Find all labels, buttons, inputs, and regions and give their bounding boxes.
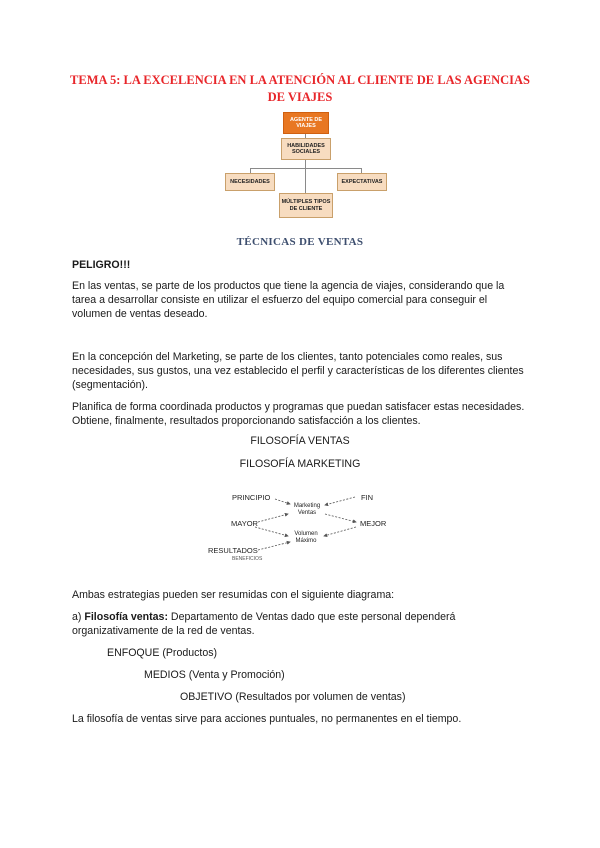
diagram-mejor: MEJOR: [360, 519, 387, 528]
org-node-expectativas: EXPECTATIVAS: [337, 173, 387, 191]
diagram-resultados: RESULTADOS: [208, 546, 258, 555]
diagram-principio: PRINCIPIO: [232, 493, 271, 502]
org-connector: [305, 160, 306, 168]
org-chart: [0, 0, 600, 230]
peligro-label: PELIGRO!!!: [72, 259, 131, 271]
paragraph-filosofia-ventas: [72, 610, 530, 638]
flow-enfoque: ENFOQUE (Productos): [107, 647, 218, 659]
org-node-necesidades: NECESIDADES: [225, 173, 275, 191]
org-connector: [250, 168, 362, 169]
list-marker: a): [72, 611, 85, 623]
diagram-beneficios: BENEFICIOS: [232, 556, 263, 562]
paragraph-planifica: Planifica de forma coordinada productos y programas que puedan satisfacer estas necesidades. Obtiene, finalmente, resultados proporcionando satisfacción a los clientes.: [72, 401, 525, 427]
philosophy-diagram: [0, 480, 600, 570]
org-node-habilidades: HABILIDADES SOCIALES: [281, 138, 331, 160]
diagram-fin: FIN: [361, 493, 374, 502]
document-title: TEMA 5: LA EXCELENCIA EN LA ATENCIÓN AL CLIENTE DE LAS AGENCIAS DE VIAJES: [70, 73, 530, 104]
heading-filosofia-ventas: FILOSOFÍA VENTAS: [250, 435, 350, 447]
arrow-mayor-volumen: [255, 527, 288, 536]
arrow-mayor: [258, 514, 288, 522]
arrow-fin: [325, 497, 355, 505]
paragraph-ventas: En las ventas, se parte de los productos que tiene la agencia de viajes, considerando que la tarea a desarrollar consiste en utilizar el esfuerzo del equipo comercial para conseguir el volumen de ventas deseado.: [72, 280, 505, 320]
arrow-mejor: [325, 514, 356, 522]
diagram-mayor: MAYOR: [231, 519, 258, 528]
section-subtitle: TÉCNICAS DE VENTAS: [236, 236, 364, 248]
org-node-multiples: MÚLTIPLES TIPOS DE CLIENTE: [279, 193, 333, 218]
diagram-arrows: [0, 480, 600, 570]
org-node-agente: AGENTE DE VIAJES: [283, 112, 329, 134]
paragraph-ambas: Ambas estrategias pueden ser resumidas con el siguiente diagrama:: [72, 589, 395, 601]
flow-medios: MEDIOS (Venta y Promoción): [144, 669, 285, 681]
heading-filosofia-marketing: FILOSOFÍA MARKETING: [239, 458, 361, 470]
paragraph-marketing: En la concepción del Marketing, se parte de los clientes, tanto potenciales como reales, sus necesidades, sus gustos, una vez establecido el perfil y características de los diferentes clientes (segmentación).: [72, 351, 524, 391]
definition-text: Departamento de Ventas dado que este personal dependerá organizativamente de la red de ventas.: [72, 611, 456, 637]
org-connector: [305, 168, 306, 193]
diagram-volumen-maximo: Volumen Máximo: [294, 531, 318, 544]
term-filosofia-ventas: Filosofía ventas:: [84, 611, 168, 623]
diagram-marketing-ventas: Marketing Ventas: [293, 503, 321, 516]
flow-objetivo: OBJETIVO (Resultados por volumen de ventas): [180, 691, 406, 703]
paragraph-conclusion: La filosofía de ventas sirve para acciones puntuales, no permanentes en el tiempo.: [72, 713, 462, 725]
arrow-mejor-volumen: [324, 527, 356, 536]
